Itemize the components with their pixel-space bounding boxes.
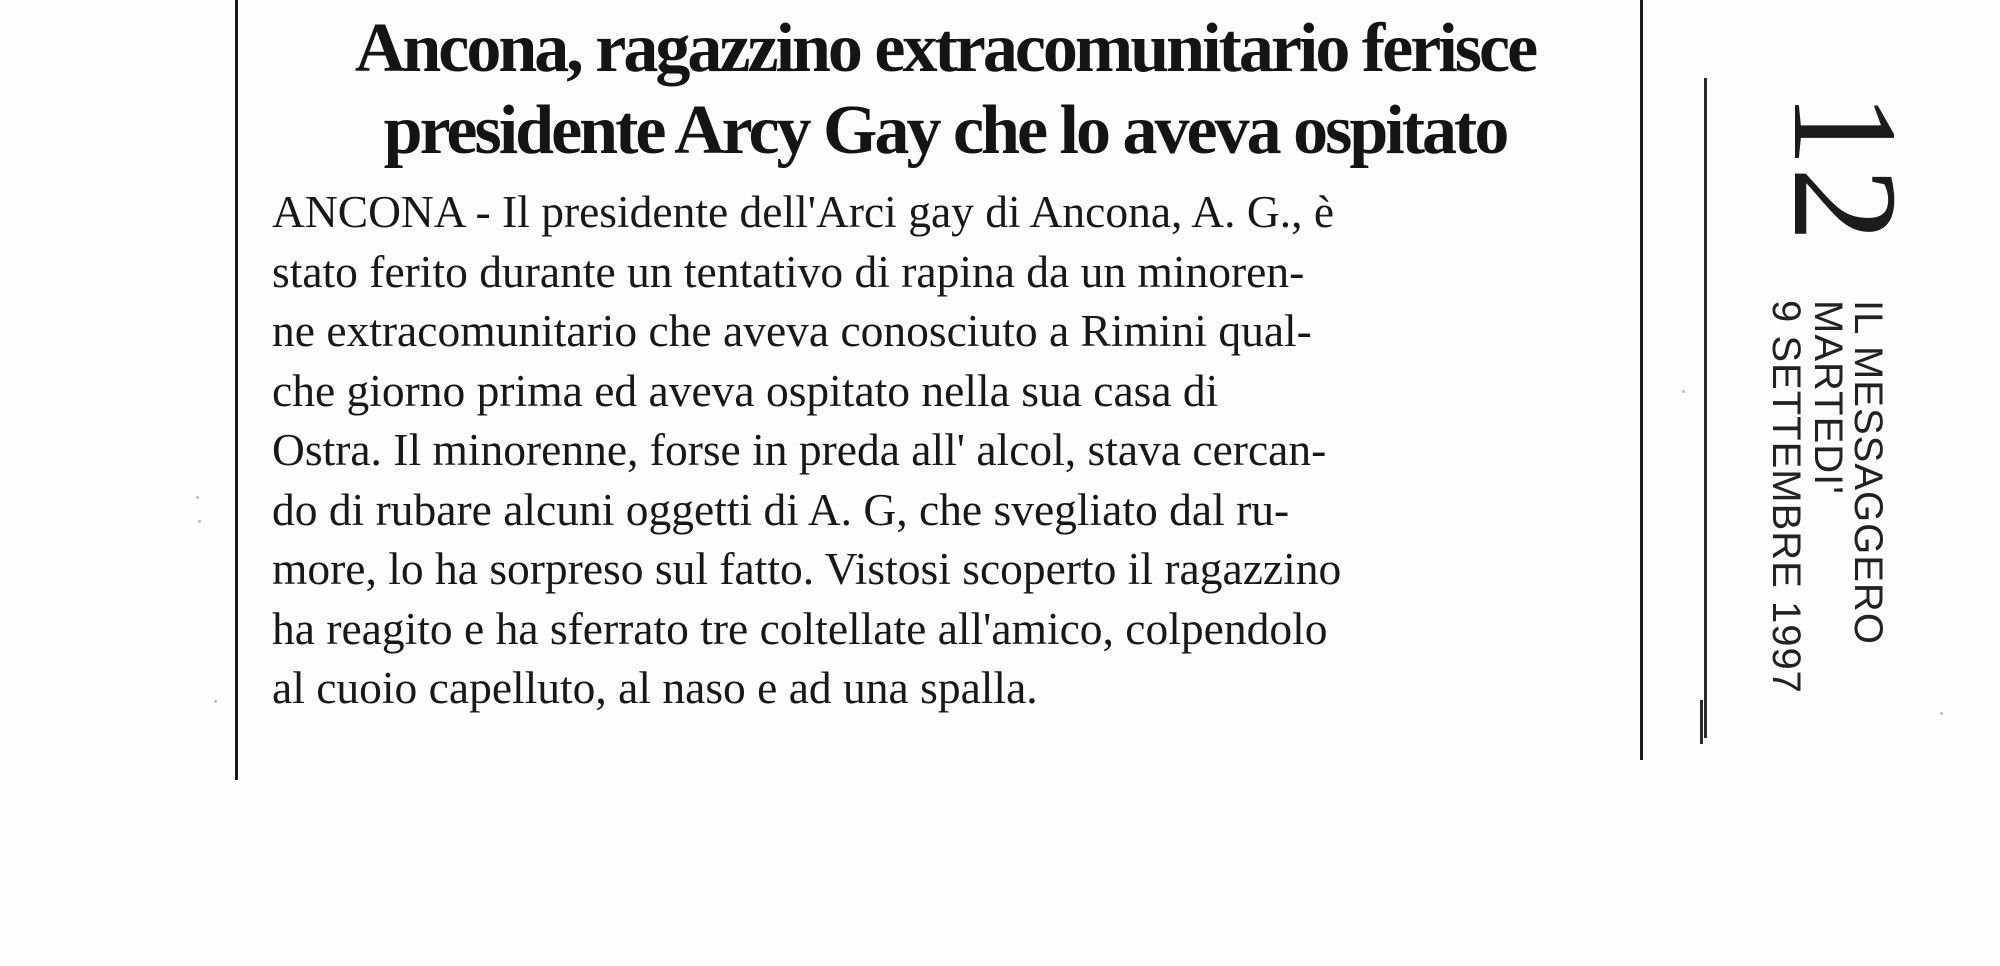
body-line: ne extracomunitario che aveva conosciuto a Rimini qual- — [272, 305, 1312, 356]
right-column-rule — [1640, 0, 1643, 760]
scan-speck — [214, 700, 217, 703]
left-column-rule — [235, 0, 238, 780]
body-line: che giorno prima ed aveva ospitato nella sua casa di — [272, 364, 1219, 416]
scan-speck — [1940, 712, 1943, 715]
publication-date: 9 SETTEMBRE 1997 — [1764, 300, 1808, 694]
scan-speck — [1682, 390, 1685, 393]
body-line: more, lo ha sorpreso sul fatto. Vistosi scoperto il ragazzino — [272, 543, 1342, 594]
sidebar-rule-tick — [1700, 700, 1703, 744]
body-line: do di rubare alcuni oggetti di A. G, che svegliato dal ru- — [272, 483, 1290, 535]
scan-speck — [198, 520, 201, 523]
body-line: ANCONA - Il presidente dell'Arci gay di Ancona, A. G., è — [272, 186, 1335, 237]
article-body — [272, 182, 1607, 718]
body-line: stato ferito durante un tentativo di rapina da un minoren- — [272, 245, 1305, 297]
page-number: 12 — [1762, 92, 1928, 242]
article-headline — [260, 8, 1630, 172]
publication-weekday: MARTEDI' — [1806, 300, 1850, 495]
body-line: ha reagito e ha sferrato tre coltellate all'amico, colpendolo — [272, 602, 1328, 654]
body-line: Ostra. Il minorenne, forse in preda all' alcol, stava cercan- — [272, 424, 1327, 475]
headline-line: presidente Arcy Gay che lo aveva ospitato — [383, 92, 1507, 169]
sidebar-rule — [1704, 78, 1707, 738]
scan-speck — [196, 496, 199, 499]
headline-line: Ancona, ragazzino extracomunitario ferisce — [354, 10, 1536, 87]
body-line: al cuoio capelluto, al naso e ad una spalla. — [272, 662, 1038, 713]
newspaper-name: IL MESSAGGERO — [1846, 300, 1890, 645]
